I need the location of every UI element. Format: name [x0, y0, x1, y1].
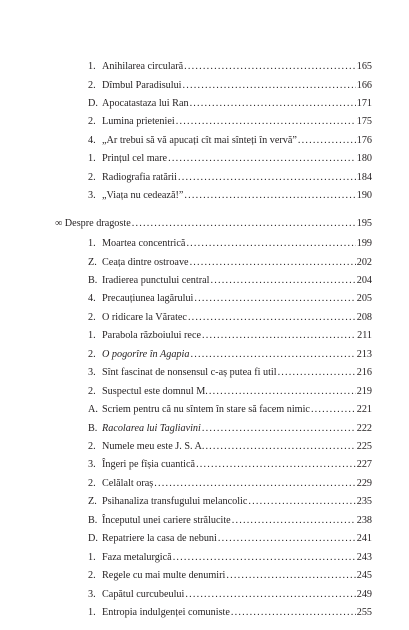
toc-entry-line — [102, 237, 372, 251]
toc-entry-line — [102, 152, 372, 166]
dot-leader — [188, 311, 356, 325]
toc-entry-line — [102, 403, 372, 417]
toc-entry-line — [102, 256, 372, 270]
toc-entry-title: Lumina prieteniei — [102, 116, 175, 128]
dot-leader — [194, 292, 355, 306]
toc-entry-title: Precauțiunea lagărului — [102, 293, 194, 305]
toc-entry — [0, 495, 409, 509]
toc-entry — [0, 152, 409, 166]
dot-leader — [184, 60, 356, 74]
toc-entry-page-number: 195 — [356, 217, 372, 229]
dot-leader — [311, 403, 356, 417]
toc-entry — [0, 189, 409, 203]
toc-entry-number: 1. — [88, 551, 96, 563]
toc-entry-number: 2. — [88, 79, 96, 91]
toc-entry-number: 3. — [88, 367, 96, 379]
dot-leader — [190, 97, 356, 111]
dot-leader — [186, 237, 355, 251]
toc-entry-number: 1. — [88, 238, 96, 249]
toc-entry-line — [102, 60, 372, 74]
dot-leader — [178, 171, 356, 185]
dot-leader — [248, 495, 355, 509]
toc-entry-page-number: 221 — [356, 404, 372, 416]
toc-entry — [0, 274, 409, 288]
toc-entry-title: O ridicare la Văratec — [102, 311, 187, 323]
toc-entry-number: 1. — [88, 607, 96, 618]
dot-leader — [168, 152, 356, 166]
toc-entry — [0, 606, 409, 620]
toc-entry-line — [102, 348, 372, 362]
toc-entry — [0, 60, 409, 74]
toc-entry-page-number: 255 — [356, 607, 372, 618]
toc-entry — [0, 477, 409, 491]
toc-entry-number: 2. — [88, 441, 96, 452]
toc-entry-title: Capătul curcubeului — [102, 588, 185, 600]
toc-entry-page-number: 225 — [356, 441, 372, 452]
toc-entry-line — [102, 189, 372, 203]
toc-entry — [0, 115, 409, 129]
toc-entry-line — [102, 385, 372, 399]
toc-entry-line — [102, 97, 372, 111]
toc-entry — [0, 134, 409, 148]
dot-leader — [298, 134, 356, 148]
toc-entry-page-number: 219 — [356, 385, 372, 397]
toc-entry — [0, 532, 409, 546]
toc-entry-title: ∞ Despre dragoste — [55, 217, 131, 229]
toc-entry-line — [55, 217, 372, 231]
toc-entry-number: 1. — [88, 153, 96, 165]
toc-entry-title: Moartea concentrică — [102, 238, 186, 249]
toc-entry — [0, 217, 409, 231]
toc-entry-title: Începutul unei cariere strălucite — [102, 514, 231, 526]
toc-entry — [0, 588, 409, 602]
dot-leader — [218, 532, 356, 546]
toc-entry-number: D. — [88, 533, 98, 545]
toc-entry-line — [102, 495, 372, 509]
dot-leader — [185, 588, 355, 602]
toc-entry-page-number: 180 — [356, 153, 372, 165]
toc-entry-line — [102, 171, 372, 185]
toc-entry-line — [102, 551, 372, 565]
toc-entry-number: 3. — [88, 190, 96, 202]
toc-entry — [0, 311, 409, 325]
toc-entry-page-number: 171 — [356, 97, 372, 109]
toc-entry-title: Apocatastaza lui Ran — [102, 97, 189, 109]
toc-entry-line — [102, 79, 372, 93]
toc-entry-title: Dîmbul Paradisului — [102, 79, 182, 91]
toc-entry-page-number: 243 — [356, 551, 372, 563]
toc-entry-number: 2. — [88, 348, 96, 360]
toc-entry-page-number: 205 — [356, 293, 372, 305]
toc-entry-page-number: 208 — [356, 311, 372, 323]
toc-entry-page-number: 165 — [356, 61, 372, 72]
dot-leader — [154, 477, 356, 491]
toc-entry-title: Regele cu mai multe denumiri — [102, 570, 226, 582]
toc-entry-number: 3. — [88, 588, 96, 600]
toc-entry-page-number: 238 — [356, 514, 372, 526]
toc-entry-line — [102, 458, 372, 472]
dot-leader — [176, 115, 356, 129]
toc-entry — [0, 256, 409, 270]
toc-entry-line — [102, 115, 372, 129]
toc-entry-page-number: 184 — [356, 171, 372, 183]
toc-entry-number: 4. — [88, 134, 96, 146]
toc-entry-number: 4. — [88, 293, 96, 305]
toc-entry-number: 2. — [88, 171, 96, 183]
toc-entry-page-number: 202 — [356, 256, 372, 268]
toc-entry-line — [102, 366, 372, 380]
toc-entry-title: Psihanaliza transfugului melancolic — [102, 496, 248, 508]
toc-entry-number: B. — [88, 514, 98, 526]
dot-leader — [190, 256, 356, 270]
toc-entry-title: Îngeri pe fîșia cuantică — [102, 459, 196, 471]
dot-leader — [183, 79, 356, 93]
toc-entry-line — [102, 134, 372, 148]
toc-entry-number: D. — [88, 97, 98, 109]
toc-entry — [0, 440, 409, 454]
toc-entry-number: 2. — [88, 477, 96, 489]
dot-leader — [278, 366, 356, 380]
toc-entry — [0, 97, 409, 111]
toc-entry-number: Z. — [88, 256, 97, 268]
dot-leader — [202, 329, 356, 343]
toc-entry-page-number: 199 — [356, 238, 372, 249]
toc-entry-title: Iradierea punctului central — [102, 274, 210, 286]
toc-entry-page-number: 190 — [356, 190, 372, 202]
toc-entry — [0, 551, 409, 565]
dot-leader — [190, 348, 355, 362]
toc-entry-line — [102, 588, 372, 602]
toc-entry — [0, 348, 409, 362]
toc-entry-page-number: 211 — [357, 330, 372, 342]
toc-entry-page-number: 241 — [356, 533, 372, 545]
toc-entry-number: 2. — [88, 570, 96, 582]
toc-entry-number: 2. — [88, 311, 96, 323]
toc-entry — [0, 458, 409, 472]
toc-entry-line — [102, 311, 372, 325]
toc-entry-page-number: 229 — [356, 477, 372, 489]
toc-entry-page-number: 245 — [356, 570, 372, 582]
dot-leader — [210, 274, 355, 288]
dot-leader — [205, 440, 355, 454]
toc-entry-title: Parabola războiului rece — [102, 330, 201, 342]
toc-entry-title: O pogorîre în Agapia — [102, 348, 190, 360]
toc-entry-title: Entropia indulgenței comuniste — [102, 607, 230, 618]
toc-entry-number: 1. — [88, 61, 96, 72]
toc-entry-title: Radiografia ratării — [102, 171, 177, 183]
toc-entry-number: A. — [88, 404, 98, 416]
toc-entry-line — [102, 606, 372, 620]
toc-entry — [0, 385, 409, 399]
dot-leader — [202, 422, 356, 436]
toc-entry-page-number: 227 — [356, 459, 372, 471]
toc-entry-title: Faza metalurgică — [102, 551, 172, 563]
dot-leader — [173, 551, 356, 565]
toc-entry-line — [102, 532, 372, 546]
toc-entry-title: „Ar trebui să vă apucați cît mai sînteți în vervă” — [102, 134, 297, 146]
toc-entry-page-number: 176 — [356, 134, 372, 146]
toc-entry-page-number: 213 — [356, 348, 372, 360]
toc-entry-number: B. — [88, 422, 98, 434]
toc-entry-title: Repatriere la casa de nebuni — [102, 533, 217, 545]
toc-entry-number: B. — [88, 274, 98, 286]
toc-entry-number: 2. — [88, 116, 96, 128]
toc-entry-number: 3. — [88, 459, 96, 471]
dot-leader — [226, 569, 355, 583]
toc-entry — [0, 403, 409, 417]
toc-entry-line — [102, 514, 372, 528]
dot-leader — [232, 514, 356, 528]
toc-entry-number: 2. — [88, 385, 96, 397]
toc-entry-line — [102, 292, 372, 306]
toc-entry-title: Scriem pentru că nu sîntem în stare să facem nimic — [102, 404, 310, 416]
toc-entry — [0, 329, 409, 343]
toc-entry-title: Celălalt oraș — [102, 477, 154, 489]
toc-entry-title: Anihilarea circulară — [102, 61, 184, 72]
toc-entry-number: 1. — [88, 330, 96, 342]
toc-entry — [0, 292, 409, 306]
toc-entry — [0, 79, 409, 93]
toc-entry-title: Suspectul este domnul M. — [102, 385, 208, 397]
toc-entry-line — [102, 422, 372, 436]
toc-entry-page-number: 175 — [356, 116, 372, 128]
dot-leader — [132, 217, 356, 231]
toc-entry-number: Z. — [88, 496, 97, 508]
toc-entry-line — [102, 440, 372, 454]
toc-entry-line — [102, 274, 372, 288]
toc-entry-title: „Viața nu cedează!” — [102, 190, 184, 202]
toc-entry-line — [102, 329, 372, 343]
toc-entry-page-number: 216 — [356, 367, 372, 379]
toc-entry — [0, 171, 409, 185]
dot-leader — [231, 606, 356, 620]
toc-entry-page-number: 204 — [356, 274, 372, 286]
dot-leader — [209, 385, 356, 399]
toc-entry — [0, 569, 409, 583]
toc-entry-page-number: 222 — [356, 422, 372, 434]
dot-leader — [184, 189, 355, 203]
toc-entry-title: Prințul cel mare — [102, 153, 168, 165]
toc-entry-page-number: 166 — [356, 79, 372, 91]
toc-entry — [0, 514, 409, 528]
dot-leader — [196, 458, 356, 472]
toc-entry — [0, 366, 409, 380]
toc-entry-title: Sînt fascinat de nonsensul c-aș putea fi util — [102, 367, 277, 379]
toc-entry-page-number: 249 — [356, 588, 372, 600]
toc-entry-title: Ceața dintre ostroave — [102, 256, 189, 268]
toc-entry-title: Numele meu este J. S. A. — [102, 441, 205, 452]
toc-entry-line — [102, 477, 372, 491]
toc-entry-page-number: 235 — [356, 496, 372, 508]
toc-entry-title: Racolarea lui Tagliavini — [102, 422, 201, 434]
toc-entry — [0, 237, 409, 251]
toc-entry-line — [102, 569, 372, 583]
toc-entry — [0, 422, 409, 436]
